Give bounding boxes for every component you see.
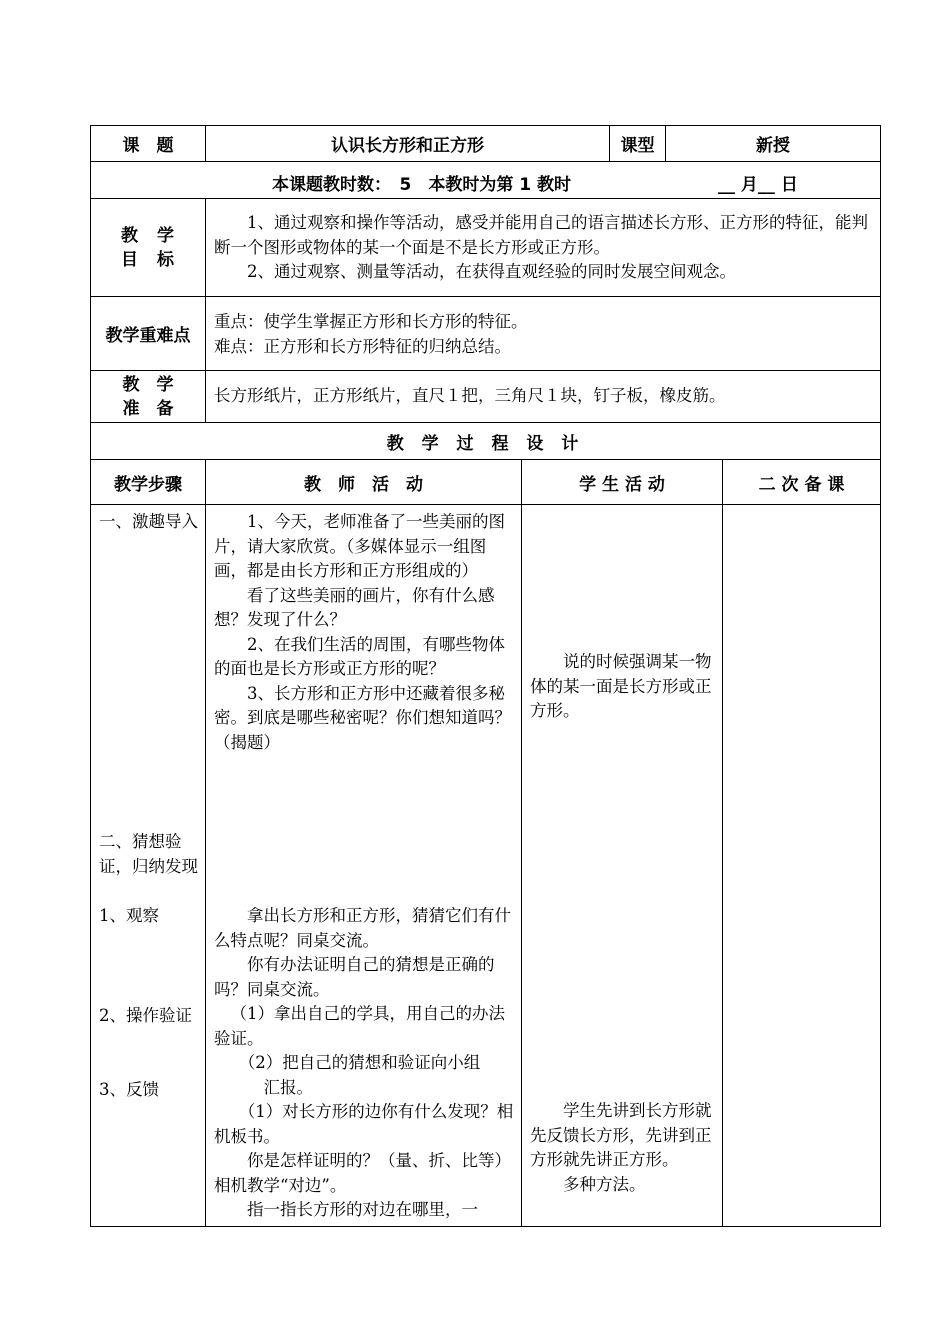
col-header-student: 学 生 活 动	[579, 474, 665, 495]
prep-label: 教 学 准 备	[122, 374, 174, 419]
type-label: 课型	[620, 136, 655, 156]
col-header-steps: 教学步骤	[114, 474, 182, 495]
teacher-para-4: 3、长方形和正方形中还藏着很多秘密。到底是哪些秘密呢？你们想知道吗？（揭题）	[214, 683, 511, 752]
step-2: 二、猜想验证，归纳发现	[99, 832, 198, 876]
teacher-para-10: （1）对长方形的边你有什么发现？相机板书。	[214, 1102, 514, 1146]
step-2-1: 1、观察	[99, 906, 159, 925]
teacher-para-7: （1）拿出自己的学具，用自己的办法验证。	[214, 1004, 505, 1048]
rule-bottom	[90, 1226, 881, 1227]
hours-line: 本课题教时数： 5 本教时为第 1 教时	[272, 175, 571, 195]
goal-item-1: 1、通过观察和操作等活动，感受并能用自己的语言描述长方形、正方形的特征，能判断一个图形或物体的某一个面是不是长方形或正方形。	[214, 213, 868, 257]
rule-after-goals	[90, 296, 881, 297]
type-value: 新授	[756, 136, 790, 156]
col-header-revision: 二 次 备 课	[758, 474, 845, 495]
topic-label: 课 题	[122, 136, 174, 156]
student-para-3: 多种方法。	[563, 1174, 646, 1194]
key-point-2: 难点：正方形和长方形特征的归纳总结。	[214, 336, 511, 356]
date-line: __ 月__ 日	[718, 175, 798, 195]
teacher-para-2: 看了这些美丽的画片，你有什么感想？发现了什么？	[214, 585, 495, 629]
step-1: 一、激趣导入	[99, 512, 198, 531]
process-title: 教 学 过 程 设 计	[386, 433, 585, 454]
goals-content	[214, 211, 874, 285]
rule-after-topic	[90, 161, 881, 162]
rule-after-hours	[90, 198, 881, 199]
rule-right	[880, 125, 881, 1227]
rule-after-keys	[90, 370, 881, 371]
teacher-para-12: 指一指长方形的对边在哪里，一	[247, 1200, 478, 1219]
rule-col3	[722, 459, 723, 1227]
goal-item-2: 2、通过观察、测量等活动，在获得直观经验的同时发展空间观念。	[247, 262, 736, 281]
teacher-para-8: （2）把自己的猜想和验证向小组	[238, 1053, 481, 1072]
keys-content	[214, 310, 874, 359]
teacher-para-6: 你有办法证明自己的猜想是正确的吗？同桌交流。	[214, 955, 495, 999]
rule-col1	[205, 459, 206, 1227]
rule-after-columns	[90, 504, 881, 505]
topic-value: 认识长方形和正方形	[331, 136, 484, 156]
keys-label: 教学重难点	[105, 326, 191, 346]
teacher-block-2	[214, 904, 514, 1223]
teacher-para-11: 你是怎样证明的？（量、折、比等）相机教学“对边”。	[214, 1151, 511, 1195]
student-note-1	[530, 650, 716, 724]
step-2-3: 3、反馈	[99, 1080, 159, 1099]
student-note-2	[530, 1099, 716, 1197]
student-para-2: 学生先讲到长方形就先反馈长方形，先讲到正方形就先讲正方形。	[530, 1101, 712, 1169]
teacher-block-1	[214, 510, 514, 755]
key-point-1: 重点：使学生掌握正方形和长方形的特征。	[214, 312, 528, 331]
teacher-para-1: 1、今天，老师准备了一些美丽的图片，请大家欣赏。（多媒体显示一组图画，都是由长方形和正方形组成的）	[214, 512, 505, 580]
rule-label-col	[205, 198, 206, 423]
teacher-para-5: 拿出长方形和正方形，猜猜它们有什么特点呢？同桌交流。	[214, 906, 511, 950]
rule-col2	[521, 459, 522, 1227]
teacher-para-9: 汇报。	[263, 1077, 313, 1097]
col-header-teacher: 教 师 活 动	[304, 474, 423, 495]
student-para-1: 说的时候强调某一物体的某一面是长方形或正方形。	[530, 652, 712, 720]
teacher-para-3: 2、在我们生活的周围，有哪些物体的面也是长方形或正方形的呢？	[214, 634, 505, 678]
step-2-2: 2、操作验证	[99, 1006, 192, 1025]
prep-content: 长方形纸片，正方形纸片，直尺１把，三角尺１块，钉子板，橡皮筋。	[214, 386, 726, 405]
goals-label: 教 学 目 标	[121, 225, 175, 270]
